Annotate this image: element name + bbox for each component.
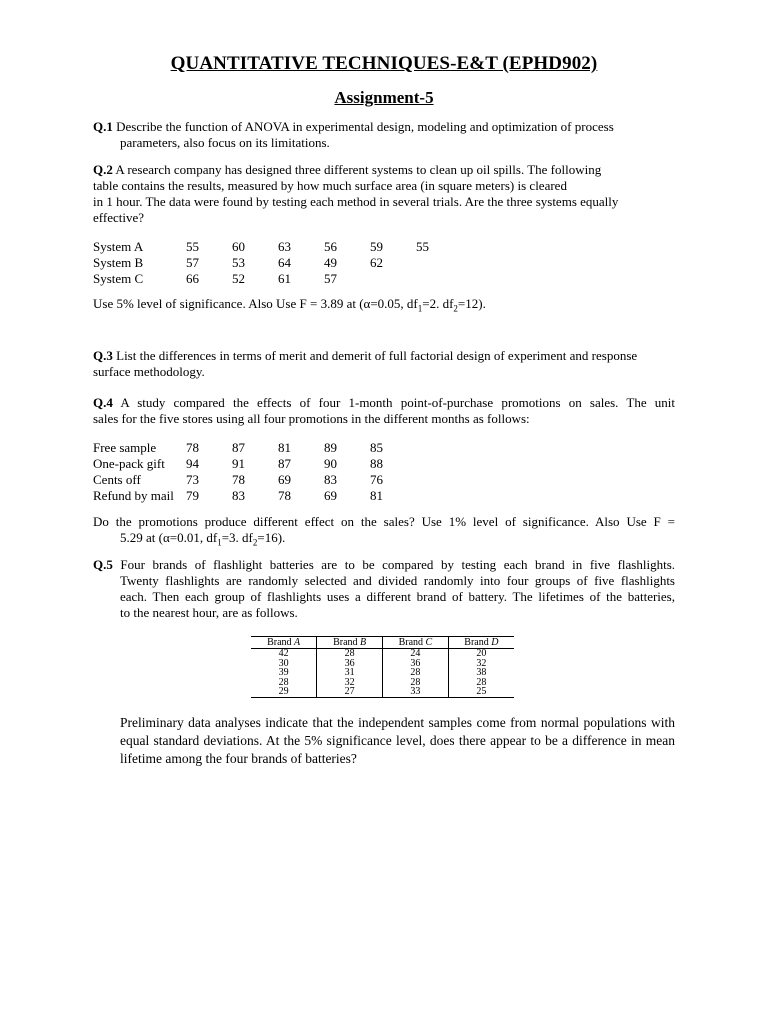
table-cell: 85 xyxy=(370,440,383,455)
table-cell: 28 xyxy=(317,649,383,659)
table-cell xyxy=(370,271,416,287)
table-cell: 39 xyxy=(278,667,289,679)
table-cell: 27 xyxy=(317,687,383,697)
question-4-number: Q.4 xyxy=(93,395,113,410)
row-label: System C xyxy=(93,271,144,286)
table-row xyxy=(93,271,462,287)
table-cell: 49 xyxy=(324,255,337,270)
question-2-text-line1: A research company has designed three different systems to clean up oil spills. The following xyxy=(112,162,602,177)
table-row xyxy=(93,488,416,504)
table-cell: 66 xyxy=(186,271,199,286)
table-cell xyxy=(416,255,462,271)
question-5-text-line1: Four brands of flashlight batteries are to be compared by testing each brand in five flashlights. xyxy=(112,557,675,572)
row-label: System A xyxy=(93,239,144,254)
question-4-question xyxy=(93,514,675,551)
table-cell: 57 xyxy=(324,271,337,286)
promotions-table xyxy=(93,440,416,504)
question-1-number: Q.1 xyxy=(93,119,113,134)
column-header-word: Brand xyxy=(398,636,424,648)
question-1-text: Describe the function of ANOVA in experimental design, modeling and optimization of process xyxy=(112,119,614,134)
table-cell: 33 xyxy=(383,687,449,697)
question-4 xyxy=(93,395,675,427)
table-cell: 59 xyxy=(370,239,383,254)
column-header xyxy=(251,637,317,649)
table-cell: 64 xyxy=(278,255,291,270)
table-cell: 25 xyxy=(448,687,514,697)
table-cell: 69 xyxy=(324,488,337,503)
table-cell: 91 xyxy=(232,456,245,471)
question-2-text-line2: table contains the results, measured by how much surface area (in square meters) is cleared xyxy=(93,178,567,193)
table-cell: 28 xyxy=(448,678,514,688)
question-3-text: List the differences in terms of merit and demerit of full factorial design of experiment and response xyxy=(112,348,638,363)
table-cell: 42 xyxy=(278,648,289,659)
question-5-text-line4: to the nearest hour, are as follows. xyxy=(120,605,298,620)
table-cell: 55 xyxy=(416,239,429,254)
question-4-subscript-2: 2 xyxy=(252,537,258,548)
table-cell: 73 xyxy=(186,472,199,487)
question-2-note xyxy=(93,296,675,317)
systems-table xyxy=(93,239,462,287)
question-5-paragraph: Preliminary data analyses indicate that the independent samples come from normal populations with equal standard deviations. At the 5% significance level, does there appear to be a difference in mean lifetime among the four brands of batteries? xyxy=(120,715,675,766)
question-4-question-text-2: 5.29 at (α=0.01, df xyxy=(120,530,218,545)
document-title: QUANTITATIVE TECHNIQUES-E&T (EPHD902) xyxy=(170,53,598,74)
question-5 xyxy=(93,557,675,621)
table-cell: 28 xyxy=(383,668,449,678)
table-cell: 20 xyxy=(448,649,514,659)
column-header-letter: A xyxy=(294,636,301,648)
table-row xyxy=(93,239,462,255)
column-header xyxy=(317,637,383,649)
column-header-letter: C xyxy=(425,636,433,648)
table-cell: 28 xyxy=(278,676,289,688)
table-cell: 76 xyxy=(370,472,383,487)
table-cell: 90 xyxy=(324,456,337,471)
table-cell: 87 xyxy=(232,440,245,455)
table-cell: 79 xyxy=(186,488,199,503)
assignment-subtitle: Assignment-5 xyxy=(334,88,434,107)
table-cell: 63 xyxy=(278,239,291,254)
table-cell: 24 xyxy=(383,649,449,659)
table-cell: 36 xyxy=(383,659,449,669)
table-cell: 28 xyxy=(383,678,449,688)
question-5-text-line3: each. Then each group of flashlights uses a different brand of battery. The lifetimes of the batteries, xyxy=(120,589,675,604)
table-cell: 36 xyxy=(317,659,383,669)
table-cell: 62 xyxy=(370,255,383,270)
question-2-note-subscript-2: 2 xyxy=(453,303,458,314)
table-cell: 94 xyxy=(186,456,199,471)
question-2-note-text-2: =2. df xyxy=(422,296,454,311)
table-cell: 83 xyxy=(232,488,245,503)
question-3 xyxy=(93,348,675,380)
table-cell: 57 xyxy=(186,255,199,270)
row-label: System B xyxy=(93,255,144,270)
table-cell: 87 xyxy=(278,456,291,471)
table-row xyxy=(251,668,514,678)
table-cell: 53 xyxy=(232,255,245,270)
table-cell: 32 xyxy=(448,659,514,669)
column-header xyxy=(383,637,449,649)
column-header xyxy=(448,637,514,649)
column-header-word: Brand xyxy=(267,636,292,648)
table-row xyxy=(251,659,514,669)
table-cell: 61 xyxy=(278,271,291,286)
column-header-word: Brand xyxy=(464,636,489,648)
table-cell: 78 xyxy=(186,440,199,455)
row-label: One-pack gift xyxy=(93,456,165,471)
table-cell: 31 xyxy=(317,668,383,678)
question-4-text-continued: sales for the five stores using all four promotions in the different months as follows: xyxy=(93,411,530,426)
table-row xyxy=(251,649,514,659)
question-5-text-line2: Twenty flashlights are randomly selected and divided randomly into four groups of five flashlights xyxy=(120,573,675,588)
table-cell: 88 xyxy=(370,456,383,471)
question-2-note-text: Use 5% level of significance. Also Use F = 3.89 at (α=0.05, df xyxy=(93,296,418,311)
table-cell: 29 xyxy=(251,687,317,697)
table-row xyxy=(93,456,416,472)
question-2-text-line4: effective? xyxy=(93,210,144,225)
table-cell: 78 xyxy=(232,472,245,487)
question-1-text-continued: parameters, also focus on its limitations. xyxy=(120,135,330,150)
column-header-word: Brand xyxy=(333,636,358,648)
question-4-question-text-3: =3. df xyxy=(221,530,253,545)
question-2 xyxy=(93,162,675,226)
question-4-subscript-1: 1 xyxy=(217,537,222,548)
question-3-text-continued: surface methodology. xyxy=(93,364,205,379)
question-2-note-text-3: =12). xyxy=(457,296,486,311)
table-row xyxy=(251,678,514,688)
table-cell: 55 xyxy=(186,239,199,254)
question-2-note-subscript-1: 1 xyxy=(417,303,423,314)
row-label: Cents off xyxy=(93,472,141,487)
table-row xyxy=(93,440,416,456)
table-cell: 89 xyxy=(324,440,337,455)
table-cell: 78 xyxy=(278,488,291,503)
table-row xyxy=(251,687,514,697)
row-label: Free sample xyxy=(93,440,157,455)
table-cell: 56 xyxy=(324,239,337,254)
column-header-letter: B xyxy=(360,636,367,648)
question-2-number: Q.2 xyxy=(93,162,113,177)
row-label: Refund by mail xyxy=(93,488,174,503)
table-row xyxy=(93,472,416,488)
table-cell: 81 xyxy=(370,488,383,503)
column-header-letter: D xyxy=(491,636,499,648)
question-4-question-text-4: =16). xyxy=(257,530,286,545)
question-5-number: Q.5 xyxy=(93,557,113,572)
question-1 xyxy=(93,119,675,151)
table-cell: 38 xyxy=(448,668,514,678)
table-cell: 32 xyxy=(317,678,383,688)
table-cell: 52 xyxy=(232,271,245,286)
question-2-text-line3: in 1 hour. The data were found by testing each method in several trials. Are the three systems equally xyxy=(93,194,619,209)
question-3-number: Q.3 xyxy=(93,348,113,363)
table-cell xyxy=(416,271,462,287)
question-4-question-text: Do the promotions produce different effect on the sales? Use 1% level of significance. Also Use F = xyxy=(93,514,675,529)
table-cell: 83 xyxy=(324,472,337,487)
question-4-text: A study compared the effects of four 1-month point-of-purchase promotions on sales. The unit xyxy=(112,395,675,410)
table-cell: 30 xyxy=(278,657,289,669)
battery-brands-table xyxy=(251,636,514,698)
table-cell: 81 xyxy=(278,440,291,455)
table-cell: 60 xyxy=(232,239,245,254)
table-cell: 69 xyxy=(278,472,291,487)
table-row xyxy=(93,255,462,271)
